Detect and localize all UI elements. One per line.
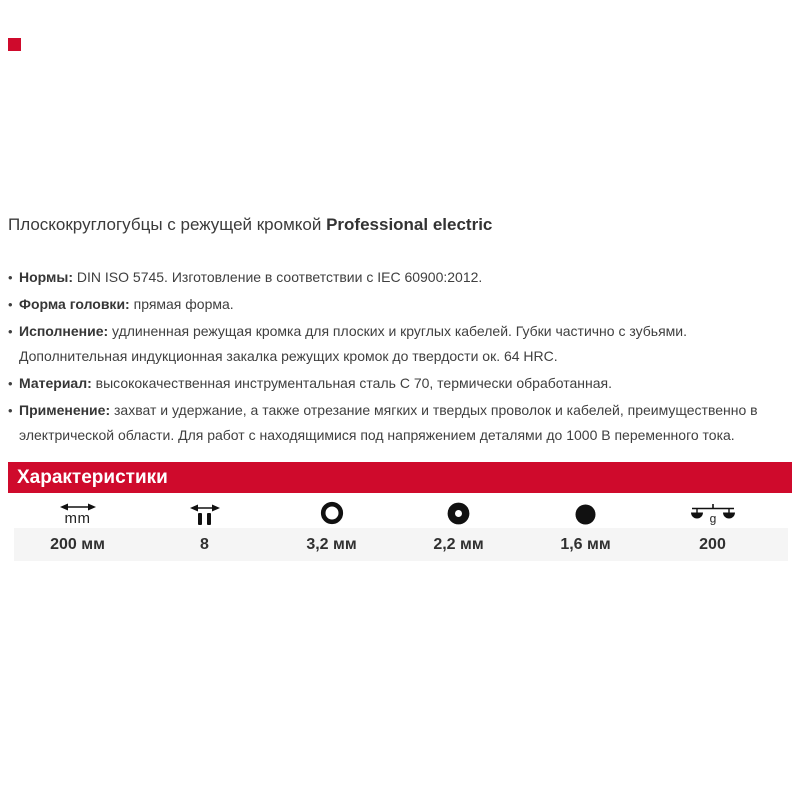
medium-wire-cut-icon [395, 494, 522, 528]
jaw-width-value: 8 [200, 535, 209, 553]
medium-wire-cut-value: 2,2 мм [433, 535, 484, 553]
characteristics-header [8, 462, 792, 493]
list-item-text: удлиненная режущая кромка для плоских и круглых кабелей. Губки частично с зубьями. Дополнительная индукционная закалка режущих кромок до твердости ок. 64 HRC. [19, 323, 688, 364]
list-item-label: Применение: [19, 402, 111, 418]
pause-bars-icon [198, 513, 211, 525]
scale-icon [690, 504, 736, 525]
list-item-label: Материал: [19, 375, 92, 391]
characteristics-header-label: Характеристики [17, 467, 168, 488]
bullet-dot: • [8, 403, 13, 418]
bullet-dot: • [8, 297, 13, 312]
bullet-dot: • [8, 324, 13, 339]
hard-wire-cut-value: 1,6 мм [560, 535, 611, 553]
jaw-width-icon [141, 494, 268, 528]
soft-wire-cut-value: 3,2 мм [306, 535, 357, 553]
characteristics-value-row [14, 528, 776, 561]
mm-label: mm [64, 510, 91, 527]
donut-icon [447, 502, 470, 525]
brand-logo-square [8, 38, 21, 51]
list-item-text: прямая форма. [129, 296, 234, 312]
list-item-application [8, 398, 780, 448]
soft-wire-cut-icon [268, 494, 395, 528]
list-item-label: Нормы: [19, 269, 74, 285]
bullet-dot: • [8, 376, 13, 391]
list-item-text: DIN ISO 5745. Изготовление в соответствии с IEC 60900:2012. [73, 269, 483, 285]
overall-length-icon [14, 494, 141, 528]
list-item-norms [8, 265, 780, 290]
list-item-text: захват и удержание, а также отрезание мягких и твердых проволок и кабелей, преимущественно в электрической области. Для работ с находящимися под напряжением деталями до 1000 В переменного тока. [19, 402, 758, 443]
page-title-bold: Professional electric [326, 215, 493, 234]
filled-circle-icon [575, 504, 596, 525]
ring-icon [320, 501, 344, 525]
characteristics-icon-row [14, 494, 776, 528]
overall-length-value: 200 мм [50, 535, 105, 553]
list-item-material [8, 371, 780, 396]
page-title [8, 215, 788, 235]
double-arrow-icon [190, 504, 220, 512]
list-item-text: высококачественная инструментальная сталь C 70, термически обработанная. [91, 375, 612, 391]
weight-icon [649, 494, 776, 528]
list-item-design [8, 319, 780, 369]
hard-wire-cut-icon [522, 494, 649, 528]
list-item-label: Исполнение: [19, 323, 109, 339]
feature-list [8, 265, 780, 450]
list-item-label: Форма головки: [19, 296, 130, 312]
list-item-head-shape [8, 292, 780, 317]
weight-value: 200 [699, 535, 726, 553]
page-title-regular: Плоскокруглогубцы с режущей кромкой [8, 215, 327, 234]
bullet-dot: • [8, 270, 13, 285]
gram-label: g [709, 511, 716, 525]
